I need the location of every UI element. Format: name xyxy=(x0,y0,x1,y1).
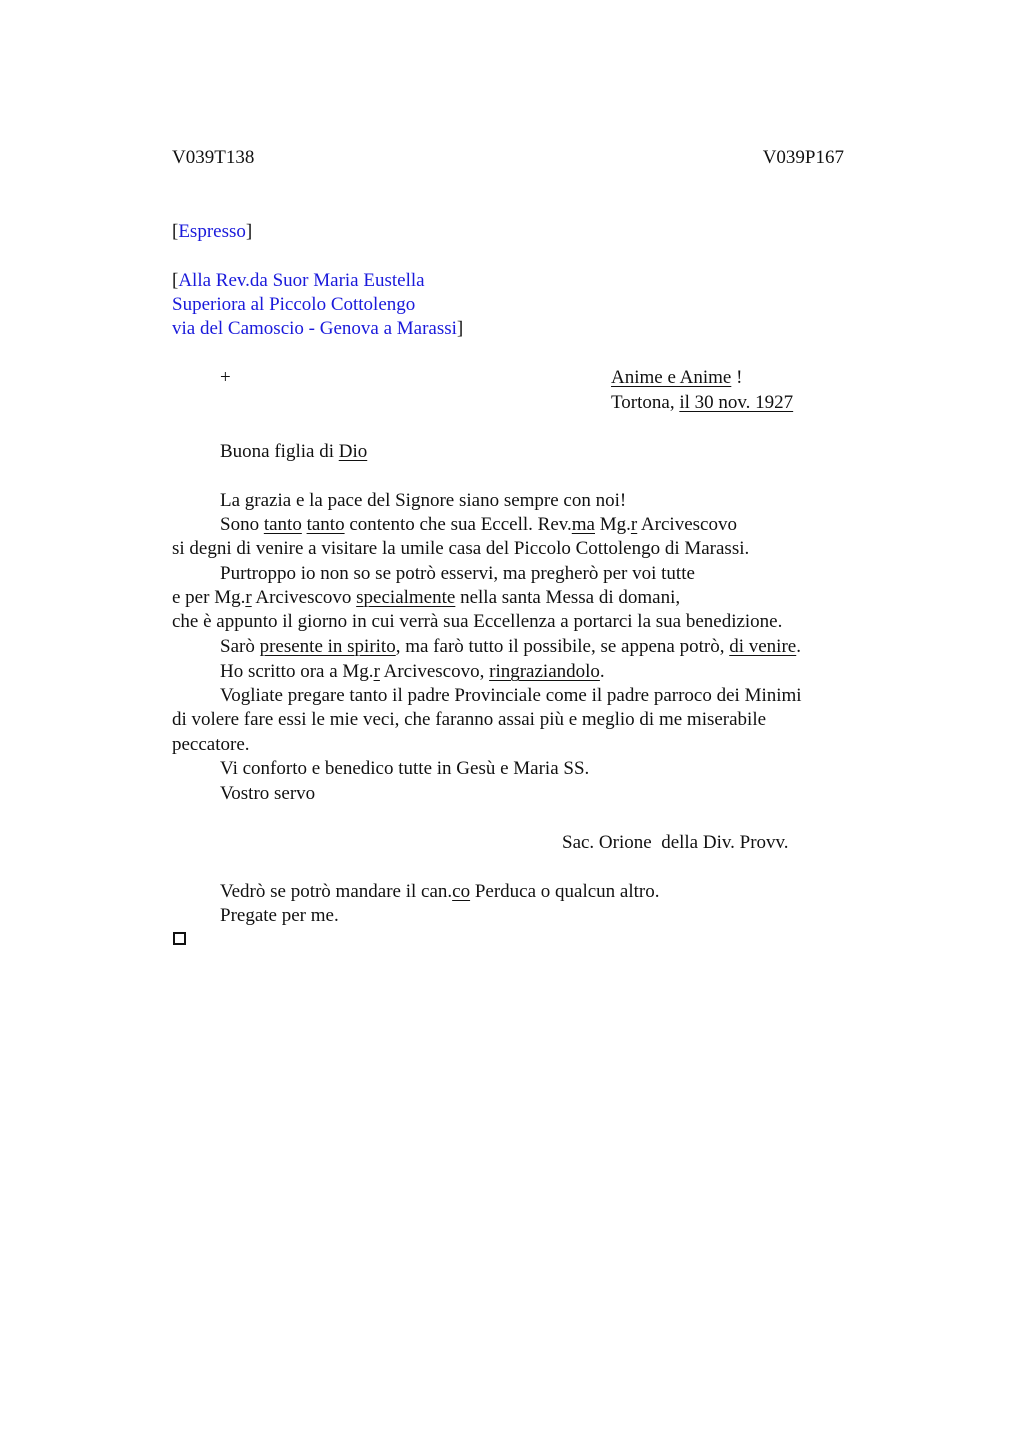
postscript-line-2: Pregate per me. xyxy=(220,905,339,926)
signature: Sac. Orione della Div. Provv. xyxy=(562,832,789,853)
underlined-word: ringraziandolo xyxy=(489,661,600,682)
underlined-phrase: di venire xyxy=(729,636,797,657)
body-line-10: di volere fare essi le mie veci, che faranno assai più e meglio di me miserabile xyxy=(172,709,767,730)
header-left-code: V039T138 xyxy=(172,147,255,168)
espresso-text: Espresso xyxy=(178,221,246,242)
salutation-text: Buona figlia di xyxy=(220,441,339,462)
body-line-5: e per Mg.r Arcivescovo specialmente nella santa Messa di domani, xyxy=(172,587,681,608)
body-line-6: che è appunto il giorno in cui verrà sua Eccellenza a portarci la sua benedizione. xyxy=(172,611,783,632)
address-line-1 xyxy=(172,269,425,293)
underlined-word: tanto xyxy=(263,514,302,535)
motto-text: Anime e Anime xyxy=(611,367,732,388)
motto xyxy=(611,366,742,390)
body-line-3: si degni di venire a visitare la umile casa del Piccolo Cottolengo di Marassi. xyxy=(172,538,750,559)
bracket-open: [ xyxy=(172,270,179,291)
end-marker-icon xyxy=(173,932,186,945)
salutation xyxy=(220,440,367,464)
motto-tail: ! xyxy=(731,367,743,388)
address-line-2: Superiora al Piccolo Cottolengo xyxy=(172,294,416,315)
body-line-11: peccatore. xyxy=(172,734,250,755)
body-line-9: Vogliate pregare tanto il padre Provinciale come il padre parroco dei Minimi xyxy=(220,685,802,706)
body-line-4: Purtroppo io non so se potrò esservi, ma pregherò per voi tutte xyxy=(220,563,695,584)
address-recipient: Alla Rev.da Suor Maria Eustella xyxy=(178,270,425,291)
body-line-12: Vi conforto e benedico tutte in Gesù e Maria SS. xyxy=(220,758,590,779)
underlined-abbrev: co xyxy=(452,881,471,902)
underlined-abbrev: r xyxy=(245,587,252,608)
body-line-7: Sarò presente in spirito, ma farò tutto il possibile, se appena potrò, di venire. xyxy=(220,636,801,657)
body-line-8: Ho scritto ora a Mg.r Arcivescovo, ringraziandolo. xyxy=(220,661,605,682)
underlined-abbrev: r xyxy=(373,661,380,682)
bracket-close: ] xyxy=(245,221,253,242)
bracket-open: [ xyxy=(172,221,179,242)
dateline xyxy=(611,391,793,415)
address-street: via del Camoscio - Genova a Marassi xyxy=(172,318,457,339)
header-right-code: V039P167 xyxy=(762,147,844,168)
underlined-word: specialmente xyxy=(356,587,456,608)
espresso-note xyxy=(172,220,252,244)
body-line-2: Sono tanto tanto contento che sua Eccell. Rev.ma Mg.r Arcivescovo xyxy=(220,514,737,535)
postscript-line-1: Vedrò se potrò mandare il can.co Perduca o qualcun altro. xyxy=(220,881,660,902)
underlined-abbrev: ma xyxy=(571,514,595,535)
cross-symbol: + xyxy=(220,367,231,388)
underlined-phrase: presente in spirito xyxy=(259,636,396,657)
address-line-3 xyxy=(172,317,463,341)
underlined-abbrev: r xyxy=(630,514,638,535)
underlined-word: tanto xyxy=(306,514,345,535)
bracket-close: ] xyxy=(456,318,464,339)
body-line-13: Vostro servo xyxy=(220,783,316,804)
dateline-place: Tortona, xyxy=(611,392,680,413)
salutation-underlined: Dio xyxy=(338,441,368,462)
body-line-1: La grazia e la pace del Signore siano sempre con noi! xyxy=(220,490,627,511)
dateline-date: il 30 nov. 1927 xyxy=(679,392,794,413)
